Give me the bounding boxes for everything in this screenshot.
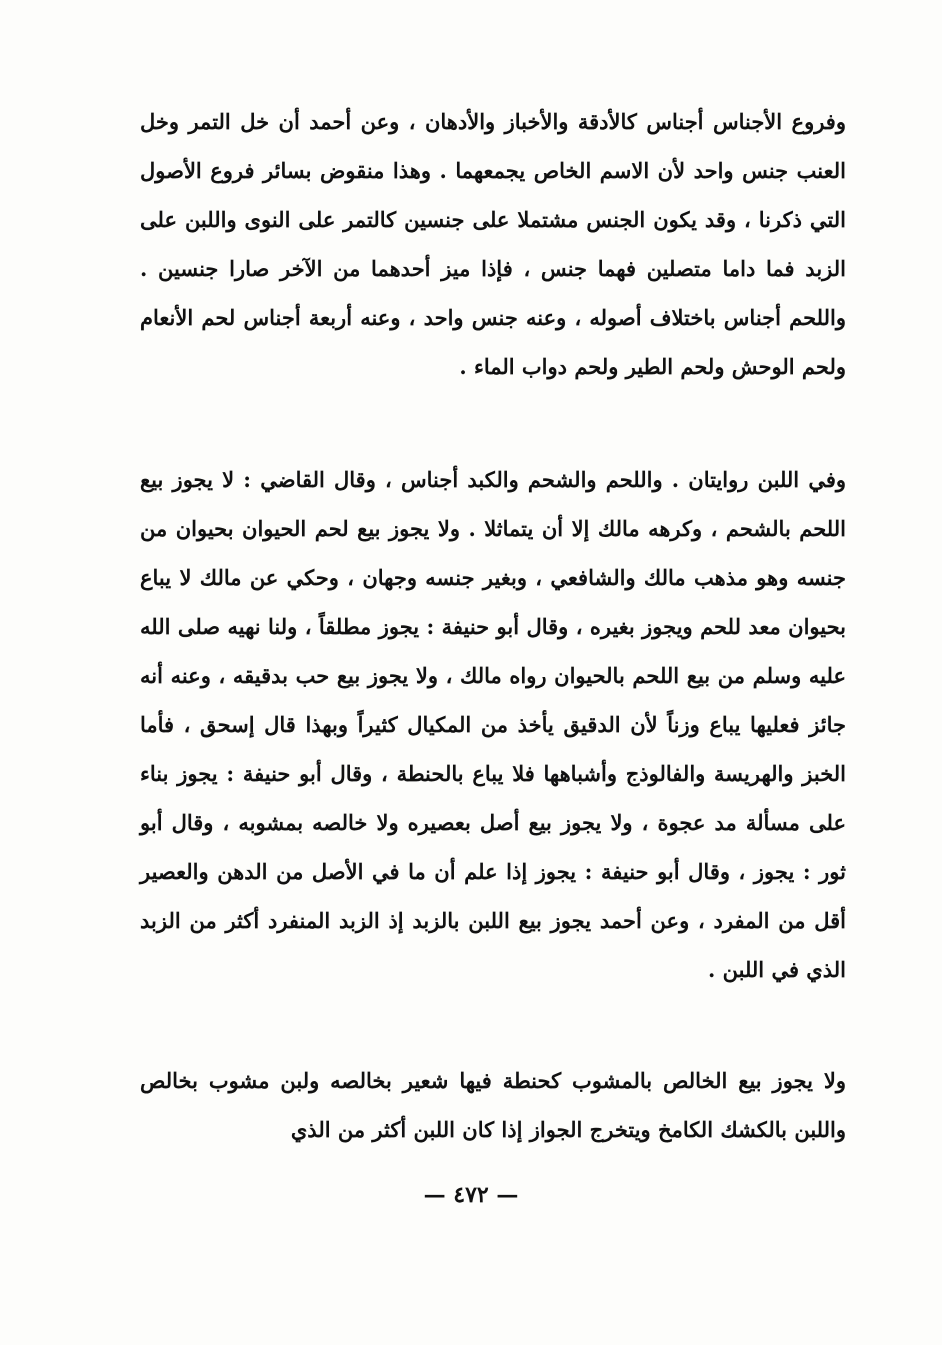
- paragraph-2: وفي اللبن روايتان . واللحم والشحم والكبد أجناس ، وقال القاضي : لا يجوز بيع اللحم بالشحم ، وكرهه مالك إلا أن يتماثلا . ولا يجوز بيع لحم الحيوان بحيوان من جنسه وهو مذهب مالك والشافعي ، وبغير جنسه وجهان ، وحكي عن مالك لا يباع بحيوان معد للحم ويجوز بغيره ، وقال أبو حنيفة : يجوز مطلقاً ، ولنا نهيه صلى الله عليه وسلم من بيع اللحم بالحيوان رواه مالك ، ولا يجوز بيع حب بدقيقه ، وعنه أنه جائز فعليها يباع وزناً لأن الدقيق يأخذ من المكيال كثيراً وبهذا قال إسحق ، فأما الخبز والهريسة والفالوذج وأشباهها فلا يباع بالحنطة ، وقال أبو حنيفة : يجوز بناء على مسألة مد عجوة ، ولا يجوز بيع أصل بعصيره ولا خالصه بمشوبه ، وقال أبو ثور : يجوز ، وقال أبو حنيفة : يجوز إذا علم أن ما في الأصل من الدهن والعصير أقل من المفرد ، وعن أحمد يجوز بيع اللبن بالزبد إذ الزبد المنفرد أكثر من الزبد الذي في اللبن .: [140, 467, 846, 982]
- page-number: — ٤٧٢ —: [423, 1182, 519, 1208]
- paragraph-1: وفروع الأجناس أجناس كالأدقة والأخباز والأدهان ، وعن أحمد أن خل التمر وخل العنب جنس واحد لأن الاسم الخاص يجمعهما . وهذا منقوض بسائر فروع الأصول التي ذكرنا ، وقد يكون الجنس مشتملا على جنسين كالتمر على النوى واللبن على الزبد فما داما متصلين فهما جنس ، فإذا ميز أحدهما من الآخر صارا جنسين . واللحم أجناس باختلاف أصوله ، وعنه جنس واحد ، وعنه أربعة أجناس لحم الأنعام ولحم الوحش ولحم الطير ولحم دواب الماء .: [140, 109, 846, 379]
- paragraph-3: ولا يجوز بيع الخالص بالمشوب كحنطة فيها شعير بخالصه ولبن مشوب بخالص واللبن بالكشك الكامخ ويتخرج الجواز إذا كان اللبن أكثر من الذي: [140, 1068, 846, 1142]
